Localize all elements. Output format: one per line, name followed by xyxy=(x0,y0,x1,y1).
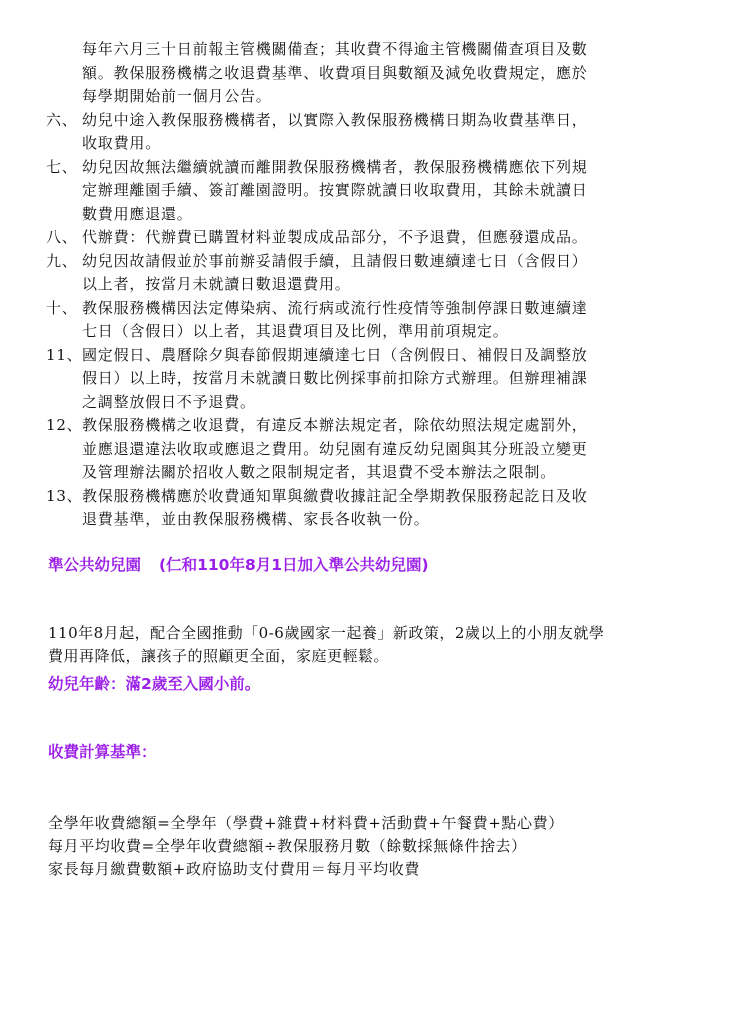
formula-line: 全學年收費總額=全學年（學費+雜費+材料費+活動費+午餐費+點心費） xyxy=(48,814,564,832)
rule-line xyxy=(46,344,686,368)
rule-text: 幼兒因故無法繼續就讀而離開教保服務機構者，教保服務機構應依下列規 xyxy=(82,157,588,176)
rule-line xyxy=(46,461,686,485)
rule-line xyxy=(46,62,686,86)
rule-number: 六、 xyxy=(46,110,78,129)
rule-number: 12、 xyxy=(46,416,83,434)
rule-line xyxy=(46,414,686,438)
rule-line xyxy=(46,273,686,297)
rule-line xyxy=(46,367,686,391)
rule-text: 假日）以上時，按當月未就讀日數比例採事前扣除方式辦理。但辦理補課 xyxy=(82,369,588,387)
rule-text: 以上者，按當月未就讀日數退還費用。 xyxy=(82,275,351,293)
policy-intro xyxy=(48,622,698,668)
rule-text: 每年六月三十日前報主管機關備查；其收費不得逾主管機關備查項目及數 xyxy=(82,40,588,58)
rule-text: 代辦費：代辦費已購置材料並製成成品部分，不予退費，但應發還成品。 xyxy=(82,228,588,246)
formula-line: 家長每月繳費數額+政府協助支付費用＝每月平均收費 xyxy=(48,860,420,878)
rule-line xyxy=(46,156,686,180)
rule-line xyxy=(46,38,686,62)
intro-line: 費用再降低，讓孩子的照顧更全面，家庭更輕鬆。 xyxy=(48,647,390,665)
rule-line xyxy=(46,109,686,133)
rule-text: 並應退還違法收取或應退之費用。幼兒園有違反幼兒園與其分班設立變更 xyxy=(82,439,588,458)
rule-text: 國定假日、農曆除夕與春節假期連續達七日（含例假日、補假日及調整放 xyxy=(82,345,588,364)
rule-text: 數費用應退還。 xyxy=(82,204,193,223)
rule-line xyxy=(46,179,686,203)
rule-line xyxy=(46,320,686,344)
rule-text: 教保服務機構應於收費通知單與繳費收據註記全學期教保服務起訖日及收 xyxy=(82,486,588,505)
rule-text: 幼兒中途入教保服務機構者，以實際入教保服務機構日期為收費基準日， xyxy=(82,110,588,129)
refund-rules-list xyxy=(46,38,686,532)
rule-line xyxy=(46,226,686,250)
rule-line xyxy=(46,203,686,227)
quasi-public-subtitle: (仁和110年8月1日加入準公共幼兒園) xyxy=(159,556,429,574)
quasi-public-heading xyxy=(48,553,429,575)
rule-line xyxy=(46,250,686,274)
rule-text: 收取費用。 xyxy=(82,134,162,152)
rule-line xyxy=(46,391,686,415)
rule-number: 七、 xyxy=(46,157,78,176)
intro-line: 110年8月起，配合全國推動「0-6歲國家一起養」新政策，2歲以上的小朋友就學 xyxy=(48,624,605,642)
rule-line xyxy=(46,508,686,532)
rule-line xyxy=(46,297,686,321)
child-age-eligibility: 幼兒年齡：滿2歲至入國小前。 xyxy=(48,675,261,693)
rule-number: 11、 xyxy=(46,345,83,364)
rule-number: 13、 xyxy=(46,486,83,505)
rule-line xyxy=(46,438,686,462)
rule-text: 退費基準，並由教保服務機構、家長各收執一份。 xyxy=(82,510,430,528)
rule-number: 九、 xyxy=(46,251,78,270)
rule-number: 八、 xyxy=(46,228,78,246)
rule-text: 定辦理離園手續、簽訂離園證明。按實際就讀日收取費用，其餘未就讀日 xyxy=(82,181,588,199)
rule-text: 每學期開始前一個月公告。 xyxy=(82,87,272,105)
rule-line xyxy=(46,485,686,509)
rule-text: 幼兒因故請假並於事前辦妥請假手續，且請假日數連續達七日（含假日） xyxy=(82,251,588,270)
rule-text: 七日（含假日）以上者，其退費項目及比例，準用前項規定。 xyxy=(82,322,509,340)
fee-formulas xyxy=(48,812,698,881)
fee-basis-heading: 收費計算基準： xyxy=(48,743,157,761)
rule-text: 教保服務機構之收退費，有違反本辦法規定者，除依幼照法規定處罰外， xyxy=(82,416,588,434)
rule-line xyxy=(46,85,686,109)
rule-number: 十、 xyxy=(46,298,78,317)
rule-text: 額。教保服務機構之收退費基準、收費項目與數額及減免收費規定，應於 xyxy=(82,63,588,82)
formula-line: 每月平均收費=全學年收費總額÷教保服務月數（餘數採無條件捨去） xyxy=(48,837,527,855)
rule-text: 及管理辦法關於招收人數之限制規定者，其退費不受本辦法之限制。 xyxy=(82,463,557,481)
rule-text: 之調整放假日不予退費。 xyxy=(82,392,256,411)
rule-line xyxy=(46,132,686,156)
rule-text: 教保服務機構因法定傳染病、流行病或流行性疫情等強制停課日數連續達 xyxy=(82,298,588,317)
quasi-public-title: 準公共幼兒園 xyxy=(48,556,142,574)
